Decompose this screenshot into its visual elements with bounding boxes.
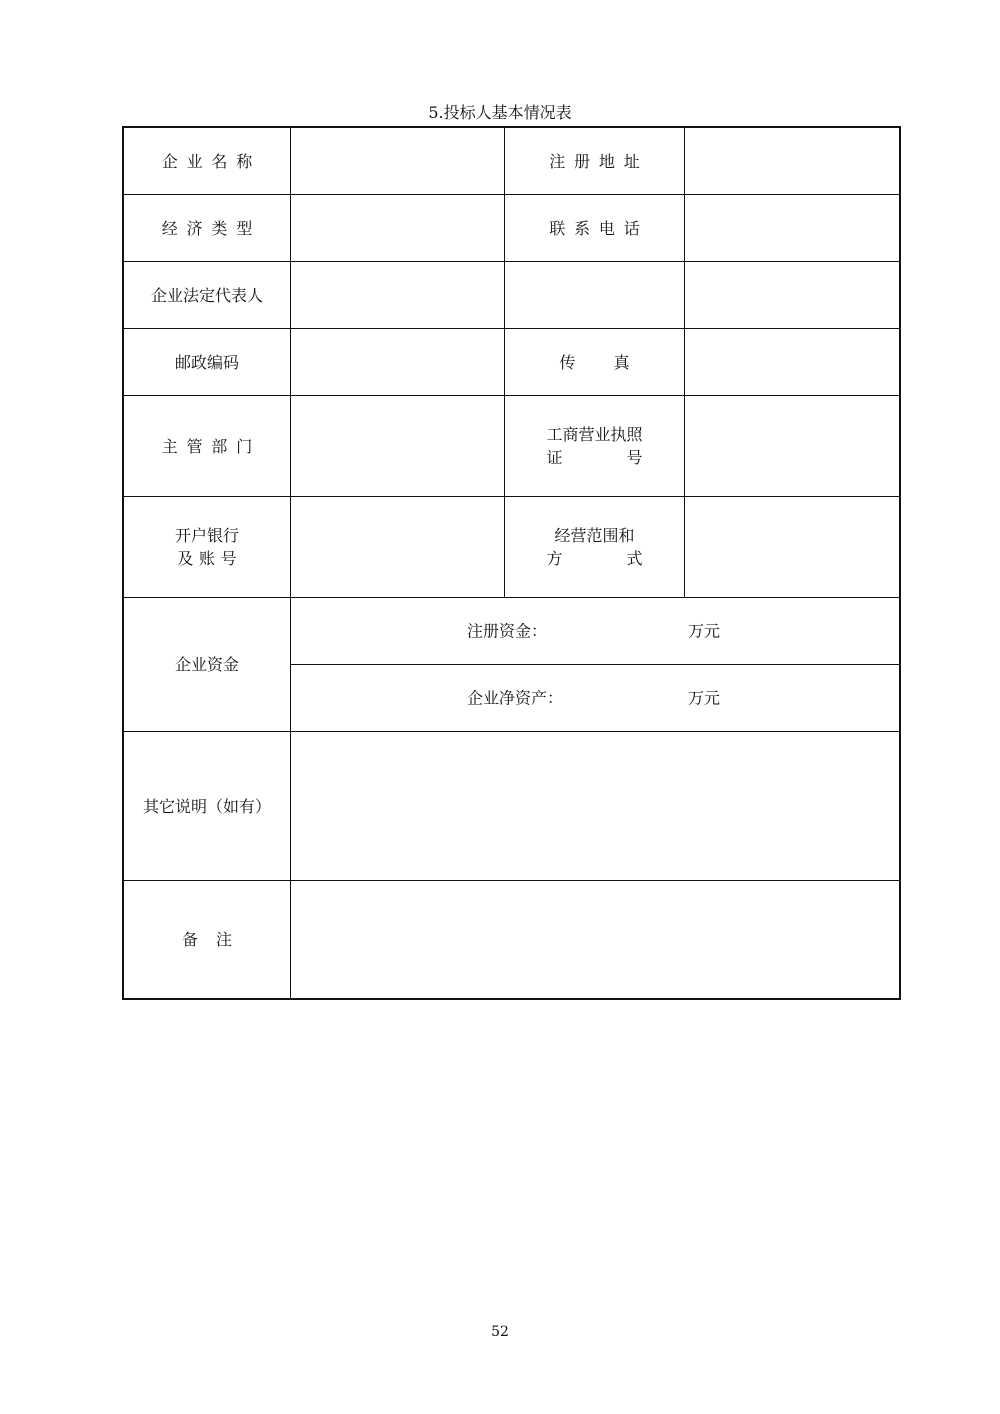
label-capital bbox=[124, 598, 291, 732]
registered-capital-label: 注册资金： bbox=[467, 621, 548, 641]
label-business-scope-line2a: 方 bbox=[546, 549, 563, 568]
field-net-assets[interactable] bbox=[291, 665, 899, 732]
field-phone[interactable] bbox=[685, 195, 899, 262]
label-business-scope-line1: 经营范围和 bbox=[554, 526, 635, 545]
label-bank-line1: 开户银行 bbox=[174, 526, 239, 545]
net-assets-label: 企业净资产： bbox=[467, 688, 564, 708]
label-registered-address-text: 注册地址 bbox=[549, 151, 649, 171]
field-economic-type[interactable] bbox=[291, 195, 505, 262]
label-business-scope bbox=[505, 497, 685, 598]
label-remarks bbox=[124, 881, 291, 998]
page-number: 52 bbox=[491, 1324, 509, 1340]
label-company-name bbox=[124, 128, 291, 195]
net-assets-unit: 万元 bbox=[688, 688, 721, 708]
label-company-name-text: 企业名称 bbox=[161, 151, 261, 171]
field-legal-representative-extra-2[interactable] bbox=[685, 262, 899, 329]
label-legal-representative-text: 企业法定代表人 bbox=[150, 285, 263, 305]
field-bank-account[interactable] bbox=[291, 497, 505, 598]
label-economic-type-text: 经济类型 bbox=[161, 218, 261, 238]
label-remarks-part2: 注 bbox=[215, 930, 232, 949]
label-business-license bbox=[505, 396, 685, 497]
label-other-notes bbox=[124, 732, 291, 881]
label-other-notes-text: 其它说明（如有） bbox=[142, 796, 271, 816]
label-phone bbox=[505, 195, 685, 262]
field-business-scope[interactable] bbox=[685, 497, 899, 598]
bidder-info-table bbox=[122, 126, 901, 1000]
field-legal-representative[interactable] bbox=[291, 262, 505, 329]
label-supervising-department-text: 主管部门 bbox=[161, 436, 261, 456]
field-supervising-department[interactable] bbox=[291, 396, 505, 497]
label-bank-account bbox=[124, 497, 291, 598]
label-postal-code bbox=[124, 329, 291, 396]
label-business-license-line1: 工商营业执照 bbox=[546, 425, 643, 444]
field-registered-capital[interactable] bbox=[291, 598, 899, 665]
label-business-scope-line2b: 式 bbox=[626, 549, 643, 568]
document-title: 5.投标人基本情况表 bbox=[428, 103, 572, 122]
label-legal-representative bbox=[124, 262, 291, 329]
field-registered-address[interactable] bbox=[685, 128, 899, 195]
label-supervising-department bbox=[124, 396, 291, 497]
label-remarks-part1: 备 bbox=[182, 930, 199, 949]
label-fax bbox=[505, 329, 685, 396]
label-business-license-line2a: 证 bbox=[546, 448, 563, 467]
label-postal-code-text: 邮政编码 bbox=[174, 352, 239, 372]
label-economic-type bbox=[124, 195, 291, 262]
field-company-name[interactable] bbox=[291, 128, 505, 195]
label-fax-part2: 真 bbox=[613, 352, 630, 372]
label-phone-text: 联系电话 bbox=[549, 218, 649, 238]
field-remarks[interactable] bbox=[291, 881, 899, 998]
field-fax[interactable] bbox=[685, 329, 899, 396]
label-registered-address bbox=[505, 128, 685, 195]
label-business-license-line2b: 号 bbox=[626, 448, 643, 467]
field-business-license[interactable] bbox=[685, 396, 899, 497]
field-other-notes[interactable] bbox=[291, 732, 899, 881]
label-capital-text: 企业资金 bbox=[174, 655, 239, 674]
field-legal-representative-extra[interactable] bbox=[505, 262, 685, 329]
registered-capital-unit: 万元 bbox=[688, 621, 721, 641]
field-postal-code[interactable] bbox=[291, 329, 505, 396]
label-fax-part1: 传 bbox=[559, 352, 576, 372]
label-bank-line2: 及账号 bbox=[177, 549, 243, 568]
